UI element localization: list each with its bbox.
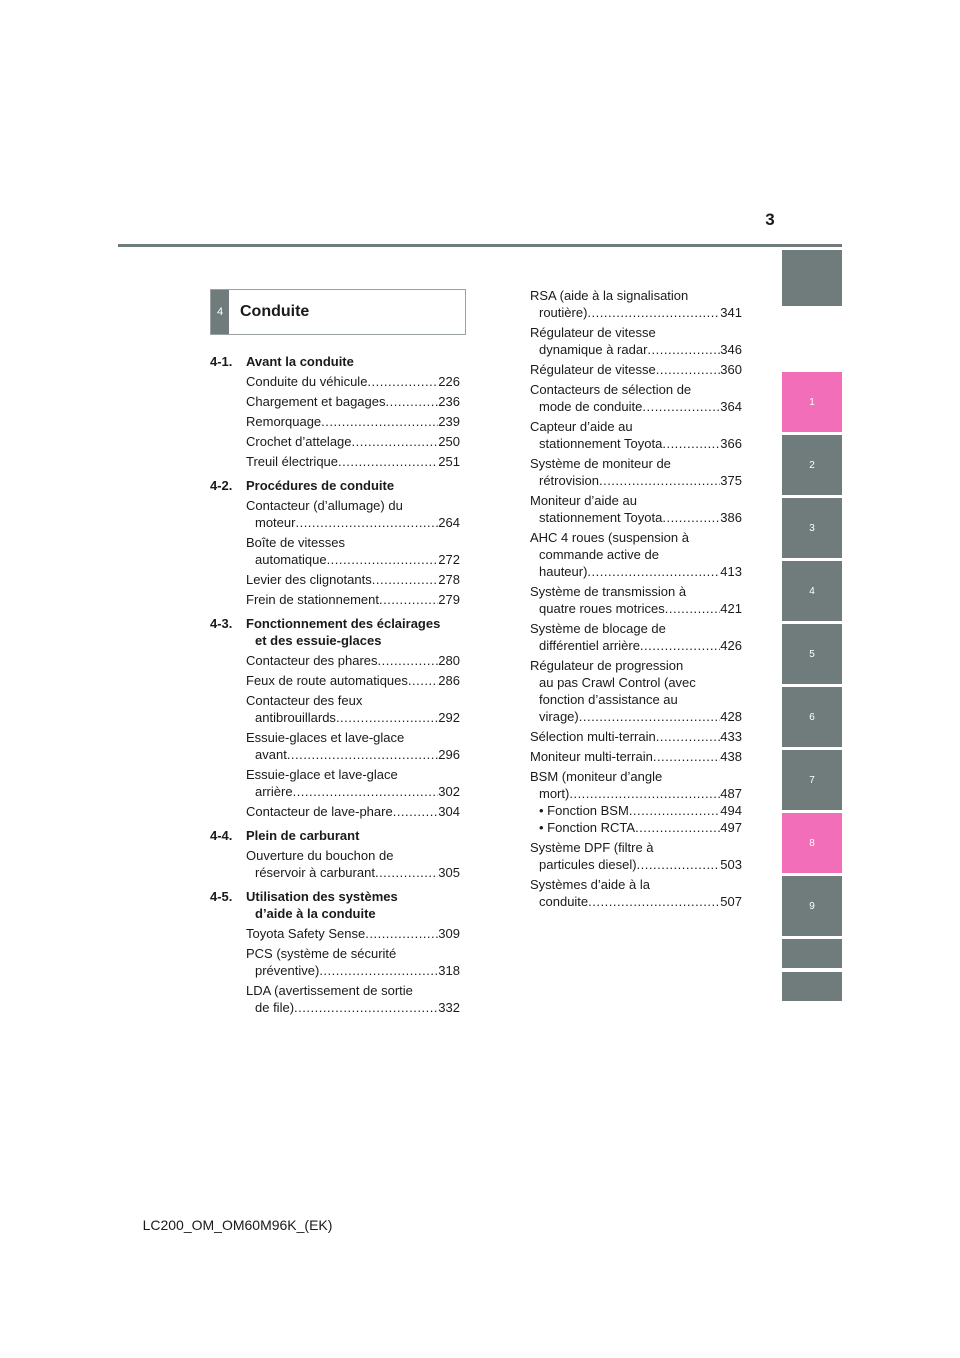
toc-entry-text: Contacteur (d’allumage) du — [246, 498, 403, 513]
toc-entry-text: mort) — [539, 786, 570, 801]
toc-page-number: 497 — [720, 820, 742, 835]
dot-leader — [579, 708, 721, 725]
chapter-tab-blank[interactable] — [782, 939, 842, 968]
chapter-title: Utilisation des systèmes — [246, 889, 398, 904]
toc-page-number: 302 — [438, 784, 460, 799]
toc-entry-text: Régulateur de vitesse — [530, 362, 656, 377]
toc-entry-text: Sélection multi-terrain — [530, 729, 656, 744]
toc-entry-text: rétrovision — [539, 473, 599, 488]
toc-entry[interactable] — [210, 534, 460, 568]
toc-entry[interactable] — [210, 652, 460, 669]
toc-page-number: 305 — [438, 865, 460, 880]
toc-entry[interactable] — [210, 497, 460, 531]
toc-entry-text: antibrouillards — [255, 710, 336, 725]
dot-leader — [640, 637, 720, 654]
header-rule — [118, 244, 842, 247]
dot-leader — [408, 672, 438, 689]
chapter-title: et des essuie-glaces — [255, 633, 382, 648]
toc-entry[interactable] — [210, 729, 460, 763]
toc-entry-text: Treuil électrique — [246, 454, 339, 469]
dot-leader — [378, 652, 439, 669]
chapter-heading[interactable] — [210, 353, 460, 370]
toc-entry-text: Contacteurs de sélection de — [530, 382, 692, 397]
chapter-heading[interactable] — [210, 477, 460, 494]
chapter-title: Plein de carburant — [246, 828, 360, 843]
dot-leader — [293, 783, 439, 800]
chapter-tab-3[interactable]: 3 — [782, 498, 842, 558]
chapter-tab-4[interactable]: 4 — [782, 561, 842, 621]
toc-page-number: 487 — [720, 786, 742, 801]
toc-page-number: 494 — [720, 803, 742, 818]
chapter-number: 4-4. — [210, 828, 233, 843]
section-number: 4 — [211, 290, 229, 334]
chapter-number: 4-2. — [210, 478, 233, 493]
toc-entry-text: au pas Crawl Control (avec — [539, 675, 696, 690]
dot-leader — [295, 514, 438, 531]
toc-entry[interactable] — [530, 418, 742, 452]
toc-entry[interactable] — [530, 287, 742, 321]
toc-page-number: 226 — [438, 374, 460, 389]
toc-entry[interactable] — [210, 766, 460, 800]
toc-entry-text: moteur — [255, 515, 296, 530]
document-code: LC200_OM_OM60M96K_(EK) — [142, 1217, 333, 1233]
toc-page-number: 286 — [438, 673, 460, 688]
chapter-title: Avant la conduite — [246, 354, 354, 369]
toc-entry[interactable] — [210, 803, 460, 820]
toc-entry-text: Contacteur des phares — [246, 653, 378, 668]
toc-entry[interactable] — [530, 492, 742, 526]
toc-entry-text: réservoir à carburant — [255, 865, 375, 880]
toc-page-number: 386 — [720, 510, 742, 525]
toc-entry-text: • Fonction BSM — [539, 803, 629, 818]
section-header — [210, 289, 466, 335]
toc-entry[interactable] — [530, 324, 742, 358]
toc-page-number: 239 — [438, 414, 460, 429]
toc-entry[interactable] — [530, 839, 742, 873]
toc-page-number: 278 — [438, 572, 460, 587]
toc-page-number: 251 — [438, 454, 460, 469]
toc-page-number: 360 — [720, 362, 742, 377]
toc-entry-text: Toyota Safety Sense — [246, 926, 366, 941]
toc-entry[interactable] — [530, 748, 742, 765]
toc-entry[interactable] — [530, 529, 742, 580]
chapter-tab-8[interactable]: 8 — [782, 813, 842, 873]
dot-leader — [294, 999, 438, 1016]
toc-entry-text: Frein de stationnement — [246, 592, 379, 607]
toc-page-number: 341 — [720, 305, 742, 320]
dot-leader — [656, 361, 721, 378]
chapter-number: 4-1. — [210, 354, 233, 369]
chapter-tab-blank[interactable] — [782, 250, 842, 306]
toc-page-number: 309 — [438, 926, 460, 941]
toc-entry[interactable] — [210, 672, 460, 689]
toc-page-number: 250 — [438, 434, 460, 449]
toc-entry-text: BSM (moniteur d’angle — [530, 769, 663, 784]
toc-entry-text: Crochet d’attelage — [246, 434, 352, 449]
toc-entry[interactable] — [210, 982, 460, 1016]
dot-leader — [319, 962, 438, 979]
chapter-heading[interactable] — [210, 888, 460, 922]
toc-entry-text: Remorquage — [246, 414, 322, 429]
toc-page-number: 272 — [438, 552, 460, 567]
dot-leader — [665, 600, 721, 617]
dot-leader — [647, 341, 720, 358]
dot-leader — [588, 893, 720, 910]
chapter-tab-2[interactable]: 2 — [782, 435, 842, 495]
dot-leader — [393, 803, 439, 820]
toc-entry[interactable] — [210, 847, 460, 881]
chapter-title: Fonctionnement des éclairages — [246, 616, 441, 631]
dot-leader — [287, 746, 438, 763]
toc-page-number: 428 — [720, 709, 742, 724]
toc-entry-text: quatre roues motrices — [539, 601, 665, 616]
toc-page-number: 438 — [720, 749, 742, 764]
toc-entry-text: Essuie-glace et lave-glace — [246, 767, 398, 782]
toc-entry-text: Levier des clignotants — [246, 572, 372, 587]
toc-entry[interactable] — [530, 583, 742, 617]
chapter-tab-1[interactable]: 1 — [782, 372, 842, 432]
toc-entry-text: Systèmes d’aide à la — [530, 877, 650, 892]
toc-page-number: 318 — [438, 963, 460, 978]
dot-leader — [367, 373, 438, 390]
toc-entry-text: Essuie-glaces et lave-glace — [246, 730, 405, 745]
toc-right-column — [530, 287, 742, 913]
dot-leader — [629, 802, 720, 819]
toc-page-number: 433 — [720, 729, 742, 744]
page-number: 3 — [765, 210, 775, 229]
chapter-tab-5[interactable]: 5 — [782, 624, 842, 684]
toc-entry-text: LDA (avertissement de sortie — [246, 983, 413, 998]
toc-entry[interactable] — [530, 768, 742, 802]
toc-page-number: 426 — [720, 638, 742, 653]
dot-leader — [662, 509, 720, 526]
toc-entry[interactable] — [530, 728, 742, 745]
chapter-tab-blank[interactable] — [782, 972, 842, 1001]
toc-entry-text: hauteur) — [539, 564, 588, 579]
toc-entry-text: • Fonction RCTA — [539, 820, 636, 835]
toc-entry[interactable] — [530, 876, 742, 910]
dot-leader — [375, 864, 438, 881]
toc-entry-text: routière) — [539, 305, 588, 320]
toc-entry-text: Moniteur d’aide au — [530, 493, 637, 508]
toc-entry-text: automatique — [255, 552, 327, 567]
dot-leader — [327, 551, 439, 568]
toc-entry[interactable] — [210, 453, 460, 470]
toc-entry[interactable] — [530, 620, 742, 654]
toc-page-number: 421 — [720, 601, 742, 616]
toc-entry[interactable] — [530, 361, 742, 378]
dot-leader — [336, 709, 438, 726]
chapter-tabs — [782, 0, 842, 1358]
toc-entry[interactable] — [530, 819, 742, 836]
chapter-heading[interactable] — [210, 827, 460, 844]
toc-entry-text: Système de moniteur de — [530, 456, 671, 471]
toc-entry[interactable] — [530, 455, 742, 489]
dot-leader — [642, 398, 720, 415]
toc-page-number: 375 — [720, 473, 742, 488]
chapter-title: Procédures de conduite — [246, 478, 395, 493]
toc-entry[interactable] — [210, 591, 460, 608]
toc-page-number: 304 — [438, 804, 460, 819]
toc-entry-text: Conduite du véhicule — [246, 374, 368, 389]
toc-entry[interactable] — [210, 945, 460, 979]
dot-leader — [635, 819, 720, 836]
toc-entry-text: Ouverture du bouchon de — [246, 848, 394, 863]
toc-entry-text: de file) — [255, 1000, 295, 1015]
toc-entry-text: préventive) — [255, 963, 320, 978]
chapter-tab-7[interactable]: 7 — [782, 750, 842, 810]
dot-leader — [587, 304, 720, 321]
chapter-tab-6[interactable]: 6 — [782, 687, 842, 747]
dot-leader — [662, 435, 720, 452]
toc-entry-text: virage) — [539, 709, 579, 724]
toc-entry-text: particules diesel) — [539, 857, 637, 872]
toc-entry-text: Chargement et bagages — [246, 394, 386, 409]
toc-page-number: 366 — [720, 436, 742, 451]
toc-entry-text: Système de blocage de — [530, 621, 666, 636]
toc-entry-text: avant — [255, 747, 287, 762]
toc-page-number: 264 — [438, 515, 460, 530]
dot-leader — [379, 591, 438, 608]
dot-leader — [372, 571, 439, 588]
toc-page-number: 296 — [438, 747, 460, 762]
toc-entry-text: commande active de — [539, 547, 659, 562]
toc-entry-text: différentiel arrière — [539, 638, 640, 653]
toc-entry-text: stationnement Toyota — [539, 436, 663, 451]
dot-leader — [338, 453, 438, 470]
toc-page-number: 413 — [720, 564, 742, 579]
toc-entry[interactable] — [210, 393, 460, 410]
toc-entry-text: Boîte de vitesses — [246, 535, 345, 550]
toc-entry-text: stationnement Toyota — [539, 510, 663, 525]
toc-entry[interactable] — [210, 571, 460, 588]
dot-leader — [599, 472, 720, 489]
toc-page-number: 279 — [438, 592, 460, 607]
chapter-tab-9[interactable]: 9 — [782, 876, 842, 936]
toc-page-number: 364 — [720, 399, 742, 414]
dot-leader — [656, 728, 721, 745]
toc-entry[interactable] — [210, 925, 460, 942]
toc-entry-text: Régulateur de vitesse — [530, 325, 656, 340]
toc-entry-text: Feux de route automatiques — [246, 673, 408, 688]
dot-leader — [653, 748, 720, 765]
toc-page-number: 507 — [720, 894, 742, 909]
toc-entry-text: RSA (aide à la signalisation — [530, 288, 689, 303]
chapter-title: d’aide à la conduite — [255, 906, 376, 921]
toc-entry-text: Moniteur multi-terrain — [530, 749, 653, 764]
toc-entry[interactable] — [530, 381, 742, 415]
dot-leader — [587, 563, 720, 580]
toc-entry-text: fonction d’assistance au — [539, 692, 678, 707]
dot-leader — [385, 393, 438, 410]
toc-entry-text: Capteur d’aide au — [530, 419, 633, 434]
toc-entry[interactable] — [210, 373, 460, 390]
toc-entry-text: arrière — [255, 784, 293, 799]
toc-entry[interactable] — [210, 433, 460, 450]
toc-entry[interactable] — [210, 413, 460, 430]
toc-left-column — [210, 353, 460, 1023]
toc-entry-text: AHC 4 roues (suspension à — [530, 530, 689, 545]
toc-entry-text: PCS (système de sécurité — [246, 946, 397, 961]
toc-entry[interactable] — [210, 692, 460, 726]
toc-entry-text: Système DPF (filtre à — [530, 840, 654, 855]
toc-entry-text: Régulateur de progression — [530, 658, 684, 673]
dot-leader — [365, 925, 438, 942]
dot-leader — [569, 785, 720, 802]
toc-page-number: 292 — [438, 710, 460, 725]
dot-leader — [637, 856, 721, 873]
toc-entry[interactable] — [530, 657, 742, 725]
toc-entry-text: Contacteur des feux — [246, 693, 363, 708]
toc-entry-text: mode de conduite — [539, 399, 643, 414]
toc-page-number: 332 — [438, 1000, 460, 1015]
toc-page-number: 280 — [438, 653, 460, 668]
toc-page-number: 236 — [438, 394, 460, 409]
toc-page-number: 346 — [720, 342, 742, 357]
toc-page-number: 503 — [720, 857, 742, 872]
toc-entry-text: Système de transmission à — [530, 584, 687, 599]
chapter-number: 4-5. — [210, 889, 233, 904]
dot-leader — [352, 433, 439, 450]
toc-entry-text: conduite — [539, 894, 589, 909]
section-title: Conduite — [240, 303, 310, 320]
dot-leader — [321, 413, 438, 430]
toc-entry-text: dynamique à radar — [539, 342, 648, 357]
toc-entry[interactable] — [530, 802, 742, 819]
chapter-number: 4-3. — [210, 616, 233, 631]
toc-entry-text: Contacteur de lave-phare — [246, 804, 393, 819]
chapter-heading[interactable] — [210, 615, 460, 649]
